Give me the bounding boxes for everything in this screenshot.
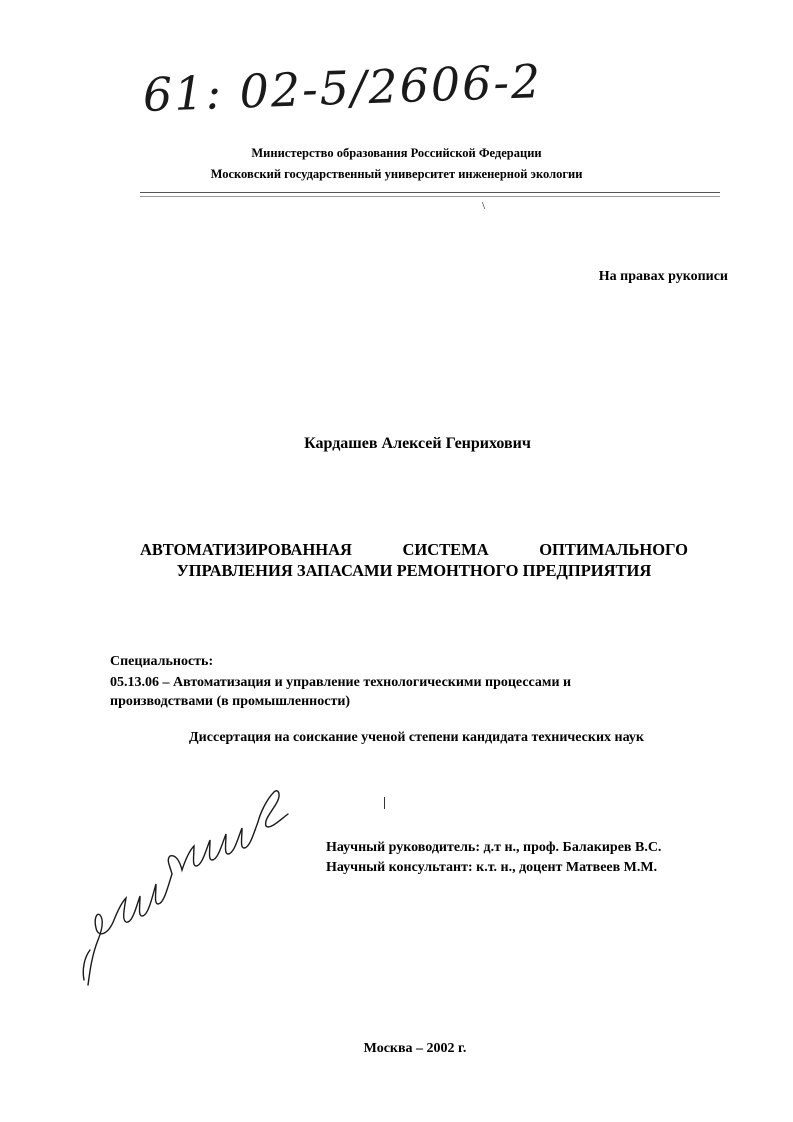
pen-stroke bbox=[384, 797, 385, 809]
specialty-text bbox=[110, 673, 670, 711]
title-word: АВТОМАТИЗИРОВАННАЯ bbox=[140, 540, 352, 559]
specialty-line-1: 05.13.06 – Автоматизация и управление технологическими процессами и bbox=[110, 675, 572, 690]
tick-mark: \ bbox=[482, 200, 486, 212]
dissertation-degree: Диссертация на соискание ученой степени кандидата технических наук bbox=[189, 730, 644, 745]
dissertation-title bbox=[140, 539, 688, 581]
handwritten-signature bbox=[70, 770, 310, 990]
scientific-adviser: Научный руководитель: д.т н., проф. Балакирев В.С. bbox=[326, 840, 662, 855]
specialty-line-2: производствами (в промышленности) bbox=[110, 694, 351, 709]
specialty-label: Специальность: bbox=[110, 654, 214, 669]
title-line-2: УПРАВЛЕНИЯ ЗАПАСАМИ РЕМОНТНОГО ПРЕДПРИЯТИЯ bbox=[176, 561, 652, 580]
title-word: СИСТЕМА bbox=[402, 540, 489, 559]
university-name: Московский государственный университет инженерной экологии bbox=[210, 167, 583, 181]
rights-note: На правах рукописи bbox=[598, 269, 728, 284]
city-year: Москва – 2002 г. bbox=[363, 1041, 467, 1056]
title-line-1 bbox=[140, 539, 688, 560]
ministry-name: Министерство образования Российской Федерации bbox=[251, 146, 542, 160]
author-name: Кардашев Алексей Генрихович bbox=[304, 435, 531, 452]
scientific-consultant: Научный консультант: к.т. н., доцент Матвеев М.М. bbox=[326, 860, 658, 875]
title-word: ОПТИМАЛЬНОГО bbox=[539, 540, 688, 559]
header-divider bbox=[140, 192, 720, 193]
handwritten-catalog-number: 61: 02-5/2606-2 bbox=[142, 54, 544, 122]
header-divider-secondary bbox=[140, 196, 720, 197]
